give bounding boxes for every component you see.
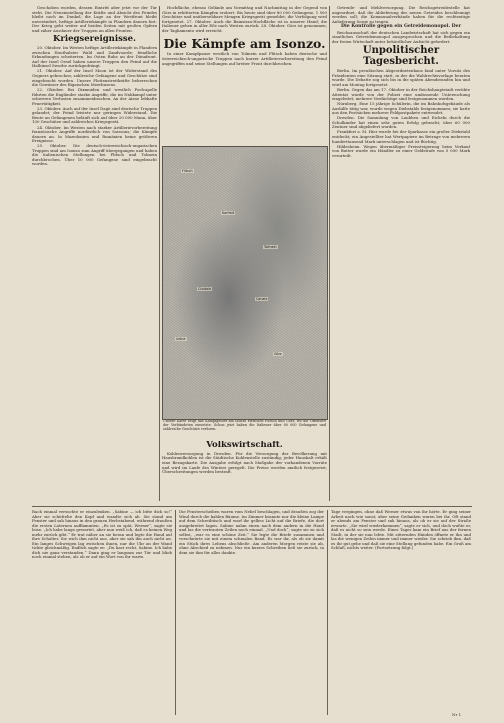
map-place-label: Tolmein bbox=[264, 245, 277, 249]
column-war-events bbox=[32, 6, 157, 506]
column-daily-report bbox=[332, 6, 470, 506]
col1-intro: Geschoben worden, dessen Eintritt aber jetzt vor der Tür steht. Die Neueinstellung der Kräfte und Absicht des Feindes bleibt noch im Dunkel; die Lage an der Westfront bleibt unverändert, heftige Artilleriekämpfe in Flandern dauern fort. Der Krieg geht weiter auf beiden Seiten mit großen Opfern und zäher Ausdauer der Truppen an allen Fronten. bbox=[32, 6, 157, 33]
daily-report-heading: Unpolitischer Tagesbericht. bbox=[362, 45, 440, 67]
map-place-label: Flitsch bbox=[182, 169, 193, 173]
war-events-heading: Kriegsereignisse. bbox=[52, 34, 137, 45]
map-place-label: Karfreit bbox=[222, 211, 235, 215]
feuilleton-divider bbox=[32, 506, 472, 507]
map-caption: Unsere Karte zeigt das Kampfgebiet am Isonzo zwischen Flitsch und Görz, wo die Offensive der Verbündeten einsetzte. Schon jetzt haben die Italiener über 80 000 Gefangene und zahlreiche Geschütze verloren. bbox=[163, 420, 326, 431]
economy-heading: Volkswirtschaft. bbox=[206, 441, 283, 450]
daily-report-entry: Berlin. Gegen das am 17. Oktober in der Reichshauptstadt verübte Attentat wurde von der Polizei eine umfassende Untersuchung eingeleitet; mehrere Verdächtige sind festgenommen worden. bbox=[332, 87, 470, 102]
war-event-entry: 25. Oktober. Die deutsch-österreichisch-ungarischen Truppen sind am Isonzo zum Angriff übergegangen und haben die italienischen Stellungen bei Flitsch und Tolmein durchbrochen. Über 10 000 Gefangene sind eingebracht worden. bbox=[32, 143, 157, 167]
monopoly-text: Reichsausschuß der deutschen Landwirtschaft hat sich gegen ein staatliches Getreidemonopol ausgesprochen und die Beibehaltung der freien Wirtschaft unter behördlicher Aufsicht gefordert. bbox=[332, 29, 470, 44]
column-divider bbox=[329, 6, 330, 501]
column-divider bbox=[159, 6, 160, 501]
war-events-list bbox=[32, 46, 157, 167]
map-place-label: Canale bbox=[256, 297, 268, 301]
map-place-label: Görz bbox=[274, 352, 282, 356]
col3-top-text: Getreide- und Mehlversorgung. Die Reichsgetreidestelle hat angeordnet, daß die Ablieferung des neuen Getreides beschleunigt werden soll; die Kommunalverbände haben für die rechtzeitige Anlieferung Sorge zu tragen. bbox=[332, 6, 470, 24]
war-event-entry: 24. Oktober. Im Westen nach starker Artillerievorbereitung französische Angriffe nordöstlich von Soissons; die Kämpfe dauern an. In Mazedonien und Rumänien keine größeren Ereignisse. bbox=[32, 124, 157, 144]
war-event-entry: 23. Oktober. Auch auf der Insel Dagö sind deutsche Truppen gelandet; der Feind leistete nur geringen Widerstand. Die Beute an Gefangenen beläuft sich auf über 20 000 Mann, über 100 Geschütze und zahlreiches Kriegsgerät. bbox=[32, 105, 157, 125]
map-place-label: Udine bbox=[176, 337, 186, 341]
economy-section bbox=[162, 441, 327, 503]
isonzo-intro: In einer Kampfpause westlich von Tolmein und Flitsch haben deutsche und österreichisch-ungarische Truppen nach kurzer Artillerievorbereitung den Feind angegriffen und seine Stellungen auf breiter Front durchbrochen. bbox=[162, 51, 327, 66]
war-event-entry: 22. Oktober. Bei Dixmuiden und westlich Poelcapelle führten die Engländer starke Angriffe, die im Nahkampf unter schweren Verlusten zusammenbrachen. An der Aisne lebhafte Feuertätigkeit. bbox=[32, 87, 157, 106]
page-folio: Nr 1 bbox=[452, 712, 462, 717]
column-divider bbox=[175, 510, 176, 715]
feuilleton-left: Rach einmal versuchte er einzulenken. „Sabine — ich bitte dich so!“ Aber sie schüttelte den Kopf und wandte sich ab. Sie stand am Fenster und sah hinaus in den grauen Herbstabend, während draußen die ersten Laternen aufflammten. „Es ist zu spät, Werner“, sagte sie leise. „Ich habe lange gewartet, aber nun weiß ich, daß es keinen Weg mehr zurück gibt.“ Er trat näher an sie heran und legte die Hand auf ihre Schulter. Sie wich ihm nicht aus, aber sie sah ihn auch nicht an. Ein langes Schweigen lag zwischen ihnen, nur die Uhr an der Wand tickte gleichmäßig. Endlich sagte er: „Du hast recht, Sabine. Ich habe dich nie ganz verstanden.“ Dann ging er langsam zur Tür und blieb noch einmal stehen, als ob er auf ein Wort von ihr warte. bbox=[32, 510, 172, 560]
isonzo-heading: Die Kämpfe am Isonzo. bbox=[163, 36, 326, 52]
monopoly-subheading: Die Kontrolle gegen ein Getreidemonopol. Der bbox=[340, 24, 462, 30]
daily-report-entry: Berlin. Im preußischen Abgeordnetenhaus fand unter Vorsitz des Präsidenten eine Sitzung statt, in der die Wahlrechtsvorlage beraten wurde. Die Debatte zog sich bis in die späten Abendstunden hin und wird am Montag fortgesetzt. bbox=[332, 68, 470, 88]
feuilleton-right: Tage vergingen, ohne daß Werner etwas von ihr hörte. Er ging seiner Arbeit nach wie sonst, aber seine Gedanken waren bei ihr. Oft stand er abends am Fenster und sah hinaus, als ob er sie auf der Straße erwarte. „Sie wird wiederkommen“, sagte er sich, und doch wußte er, daß es nicht so sein werde. Eines Tages kam ein Brief aus der fernen Stadt, in der sie nun lebte. Mit zitternden Händen öffnete er ihn und las die wenigen Zeilen immer und immer wieder. Sie schrieb ihm, daß es ihr gut gehe und daß sie eine Stellung gefunden habe. Ein Gruß am Schluß, nichts weiter. (Fortsetzung folgt.) bbox=[331, 510, 471, 551]
economy-text: Kohlenversorgung in Dresden. Für die Versorgung der Bevölkerung mit Hausbrandkohlen ist die Städtische Kohlenstelle zuständig; jeder Haushalt erhält eine Bezugskarte. Die Ausgabe erfolgt nach Maßgabe der vorhandenen Vorräte und wird im Laufe des Winters geregelt. Die Preise werden amtlich festgesetzt; Überschreitungen werden bestraft. bbox=[162, 450, 327, 475]
column-divider bbox=[327, 510, 328, 715]
daily-report-entry: Dresden. Die Sammlung von Laubheu und Eicheln durch die Schulkinder hat einen sehr guten Erfolg gebracht; über 60 000 Zentner sind abgeliefert worden. bbox=[332, 115, 470, 130]
isonzo-battle-map bbox=[162, 146, 328, 420]
map-place-label: Cividale bbox=[198, 287, 212, 291]
daily-report-entry: Frankfurt a. M. Hier wurde bei der Sparkasse ein großer Diebstahl entdeckt; ein Angestellter hat Wertpapiere im Betrage von mehreren hunderttausend Mark unterschlagen und ist flüchtig. bbox=[332, 129, 470, 144]
daily-report-entry: Nürnberg. Eine 15 jährige Schülerin, die im Bahnhofsgebäude als Aushilfe tätig war, wurde wegen Diebstahls festgenommen; sie hatte aus den Postsäcken mehrere Feldpostpakete entwendet. bbox=[332, 101, 470, 116]
daily-report-entry: Hildesheim. Wegen übermäßiger Preissteigerung beim Verkauf von Butter wurde ein Händler zu einer Geldstrafe von 5 000 Mark verurteilt. bbox=[332, 143, 470, 158]
feuilleton-middle: Die Fensterscheiben waren vom Nebel beschlagen, und draußen zog der Wind durch die kahlen Bäume. Im Zimmer brannte nur die kleine Lampe auf dem Schreibtisch und warf ihr gelbes Licht auf die Briefe, die dort ausgebreitet lagen. Sabine nahm einen nach dem andern in die Hand und las die vertrauten Zeilen noch einmal. „Und doch“, sagte sie zu sich selbst, „war es eine schöne Zeit.“ Sie legte die Briefe zusammen und verschnürte sie mit einem schmalen Band. Es war ihr, als ob sie damit ein Stück ihres Lebens abschließe. Am anderen Morgen reiste sie ab, ohne Abschied zu nehmen. Nur ein kurzes Schreiben ließ sie zurück, in dem sie ihm für alles dankte. bbox=[179, 510, 324, 555]
war-event-entry: 21. Oktober. Auf der Insel Moon ist der Widerstand des Gegners gebrochen; zahlreiche Gefangene und Geschütze sind eingebracht worden. Unsere Flottenstreitkräfte beherrschen die Gewässer des Rigaischen Meerbusens. bbox=[32, 68, 157, 88]
war-event-entry: 20. Oktober. Im Westen heftige Artilleriekämpfe in Flandern zwischen Houthulster Wald und Zandvoorde; feindliche Erkundungen scheiterten. Im Osten Ruhe an der Dünafront. Auf der Insel Oesel haben unsere Truppen den Feind auf die Halbinsel Sworbe zurückgedrängt. bbox=[32, 45, 157, 69]
col2-top-text: Hochfläche, ebenso Gelände am Vormittag und Nachmittag in der Gegend von Görz in erbitterten Kämpfen erobert. Bis heute sind über 80 000 Gefangene, 1 500 Geschütze und unübersehbare Mengen Kriegsgerät gemeldet; die Verfolgung wird fortgesetzt. 27. Oktober. Auch die Bainsizza-Hochfläche ist in unserer Hand; die Italiener gehen in aller Eile nach Westen zurück. 28. Oktober. Görz ist genommen; der Tagliamento wird erreicht. bbox=[162, 6, 327, 33]
